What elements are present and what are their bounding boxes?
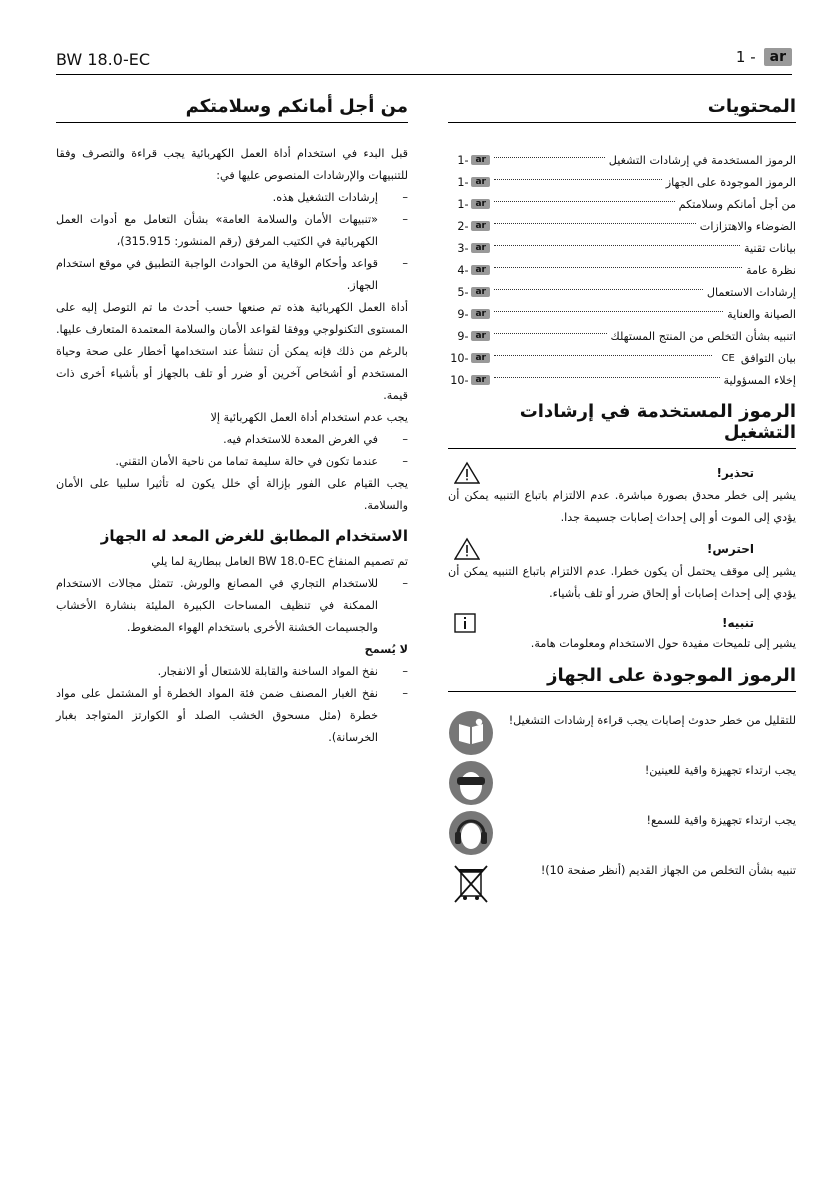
danger-text: يشير إلى خطر محدق بصورة مباشرة. عدم الالتزام باتباع التنبيه يمكن أن يؤدي إلى الموت أو إلى إحداث إصابات جسيمة جدا. [448,489,796,524]
toc-entry[interactable] [448,281,796,303]
danger-signal [448,461,796,485]
device-symbol-row [448,760,796,806]
toc-entry-title: اتنبيه بشأن التخلص من المنتج المستهلك [610,329,796,343]
safety-paragraph: أداة العمل الكهربائية هذه تم صنعها حسب أحدث ما تم التوصل إليه على المستوى التكنولوجي ووفقا لقواعد الأمان والسلامة المعتمدة المتعارف عليها. بالرغم من ذلك فإنه يمكن أن تنشأ عند استخدامها أخطار على صحة وحياة المستخدم أو أشخاص آخرين أو ضرر أو تلف بالجهاز أو بأشياء أخرى ذات قيمة. [56,301,408,402]
device-symbol-row [448,860,796,906]
intended-use-list [56,573,408,639]
device-symbol-text: للتقليل من خطر حدوث إصابات يجب قراءة إرشادات التشغيل! [508,714,796,727]
toc-entry[interactable] [448,215,796,237]
caution-triangle-icon [454,537,480,561]
toc-entry[interactable] [448,303,796,325]
intro-list [56,187,408,297]
toc-leader [494,200,675,202]
toc-page [448,264,490,277]
model-name: BW 18.0-EC [56,50,150,69]
toc-lang-tag: ar [471,331,490,341]
toc-page-number: 1- [457,175,469,189]
note-signal [448,613,796,633]
toc-leader [494,288,703,290]
safety-paragraph: يجب القيام على الفور بإزالة أي خلل يكون له تأثيرا سلبيا على الأمان والسلامة. [56,477,408,512]
toc-entry[interactable] [448,237,796,259]
ce-mark: CE [721,352,735,364]
toc-entry[interactable] [448,149,796,171]
toc-page [448,176,490,189]
info-icon [454,613,476,633]
list-item: – «تنبيهات الأمان والسلامة العامة» بشأن التعامل مع أدوات العمل الكهربائية في الكتيب المرفق (رقم المنشور: 315.915)، [56,209,408,253]
safety-title: من أجل أمانكم وسلامتكم [56,92,408,123]
toc-lang-tag: ar [471,287,490,297]
toc-lang-tag: ar [471,155,490,165]
device-symbol-row [448,810,796,856]
toc-leader [494,178,662,180]
toc-lang-tag: ar [471,309,490,319]
page-number [736,48,792,66]
header-divider [56,74,792,75]
toc-page [448,242,490,255]
device-symbol-row [448,710,796,756]
toc-entry-title: إرشادات الاستعمال [706,285,796,299]
toc-leader [494,266,742,268]
list-item: – نفخ المواد الساخنة والقابلة للاشتعال أو الانفجار. [56,661,408,683]
use-list [56,429,408,473]
device-symbol-text: يجب ارتداء تجهيزة واقية للعينين! [644,764,796,777]
weee-bin-icon [448,860,494,906]
toc-page [448,330,490,343]
caution-signal [448,537,796,561]
toc-page [448,286,490,299]
toc-entry-title: بيان التوافق [740,351,796,365]
toc-page [448,198,490,211]
not-allowed-list [56,661,408,749]
danger-label: تحذير! [716,466,754,480]
toc-lang-tag: ar [471,353,490,363]
intended-use-intro: تم تصميم المنفاخ BW 18.0-EC العامل ببطارية لما يلي [151,555,408,568]
note-text: يشير إلى تلميحات مفيدة حول الاستخدام ومعلومات هامة. [530,637,796,650]
list-item: – عندما تكون في حالة سليمة تماما من ناحية الأمان التقني. [56,451,408,473]
toc-leader [494,310,723,312]
device-symbols-title: الرموز الموجودة على الجهاز [448,661,796,692]
caution-text: يشير إلى موقف يحتمل أن يكون خطرا. عدم الالتزام باتباع التنبيه يمكن أن يؤدي إلى إحداث إصابات أو إلحاق ضرر أو تلف بأشياء. [448,565,796,600]
device-symbols-list [448,710,796,906]
toc-page [448,308,490,321]
note-label: تنبيه! [722,616,754,630]
list-item: – في الغرض المعدة للاستخدام فيه. [56,429,408,451]
toc-entry-title: الرموز الموجودة على الجهاز [665,175,796,189]
toc-lang-tag: ar [471,375,490,385]
toc-entry[interactable] [448,259,796,281]
toc-page-number: 3- [457,241,469,255]
toc-entry-title: الرموز المستخدمة في إرشادات التشغيل [608,153,796,167]
safety-intro: قبل البدء في استخدام أداة العمل الكهربائية يجب قراءة والتصرف وفقا للتنبيهات والإرشادات المنصوص عليها في: [56,147,408,182]
toc-page-number: 4- [457,263,469,277]
language-tag: ar [764,48,792,66]
toc-page-number: 10- [450,351,469,365]
toc-entry[interactable] [448,193,796,215]
page-number-text: 1 - [735,48,756,66]
list-item: – إرشادات التشغيل هذه. [56,187,408,209]
not-allowed-heading: لا يُسمح [364,643,408,656]
list-item: – قواعد وأحكام الوقاية من الحوادث الواجبة التطبيق في موقع استخدام الجهاز. [56,253,408,297]
toc-page-number: 9- [457,307,469,321]
table-of-contents [448,149,796,391]
toc-entry-title: بيانات تقنية [743,241,796,255]
list-item: – نفخ الغبار المصنف ضمن فئة المواد الخطرة أو المشتمل على مواد خطرة (مثل مسحوق الخشب الصلد أو الكوارتز المتواجد بغبار الخرسانة). [56,683,408,749]
toc-lang-tag: ar [471,199,490,209]
eye-protection-icon [448,760,494,806]
list-item: – للاستخدام التجاري في المصانع والورش. تتمثل مجالات الاستخدام الممكنة في تنظيف المساحات الكبيرة المليئة بنشارة الأخشاب والجسيمات الخشنة الأخرى باستخدام الهواء المضغوط. [56,573,408,639]
toc-leader [494,156,605,158]
toc-page-number: 1- [457,197,469,211]
safety-paragraph: يجب عدم استخدام أداة العمل الكهربائية إلا [210,411,408,424]
symbols-title: الرموز المستخدمة في إرشادات التشغيل [448,397,796,449]
toc-lang-tag: ar [471,265,490,275]
toc-entry-title: الضوضاء والاهتزازات [699,219,796,233]
toc-entry-title: الصيانة والعناية [727,307,796,321]
toc-page-number: 2- [457,219,469,233]
toc-page-number: 1- [457,153,469,167]
toc-entry[interactable] [448,171,796,193]
toc-page [448,352,490,365]
toc-page-number: 9- [457,329,469,343]
read-manual-icon [448,710,494,756]
toc-page-number: 10- [450,373,469,387]
page-header [56,48,792,72]
toc-entry[interactable] [448,369,796,391]
toc-leader [494,354,712,356]
warning-triangle-icon [454,461,480,485]
toc-lang-tag: ar [471,221,490,231]
toc-leader [494,376,720,378]
toc-page-number: 5- [457,285,469,299]
toc-entry-title: إخلاء المسؤولية [723,373,796,387]
device-symbol-text: تنبيه بشأن التخلص من الجهاز القديم (أنظر صفحة 10)! [540,864,796,877]
toc-lang-tag: ar [471,243,490,253]
toc-leader [494,222,696,224]
toc-entry-title: من أجل أمانكم وسلامتكم [678,197,796,211]
right-column [448,92,796,910]
toc-entry[interactable] [448,325,796,347]
toc-page [448,220,490,233]
intended-use-title: الاستخدام المطابق للغرض المعد له الجهاز [100,527,408,545]
toc-title: المحتويات [448,92,796,123]
left-column [56,92,408,749]
ear-protection-icon [448,810,494,856]
toc-entry[interactable] [448,347,796,369]
caution-label: احترس! [706,542,754,556]
toc-entry-title: نظرة عامة [746,263,796,277]
toc-page [448,154,490,167]
device-symbol-text: يجب ارتداء تجهيزة واقية للسمع! [646,814,796,827]
toc-leader [494,332,607,334]
toc-lang-tag: ar [471,177,490,187]
toc-leader [494,244,740,246]
toc-page [448,374,490,387]
